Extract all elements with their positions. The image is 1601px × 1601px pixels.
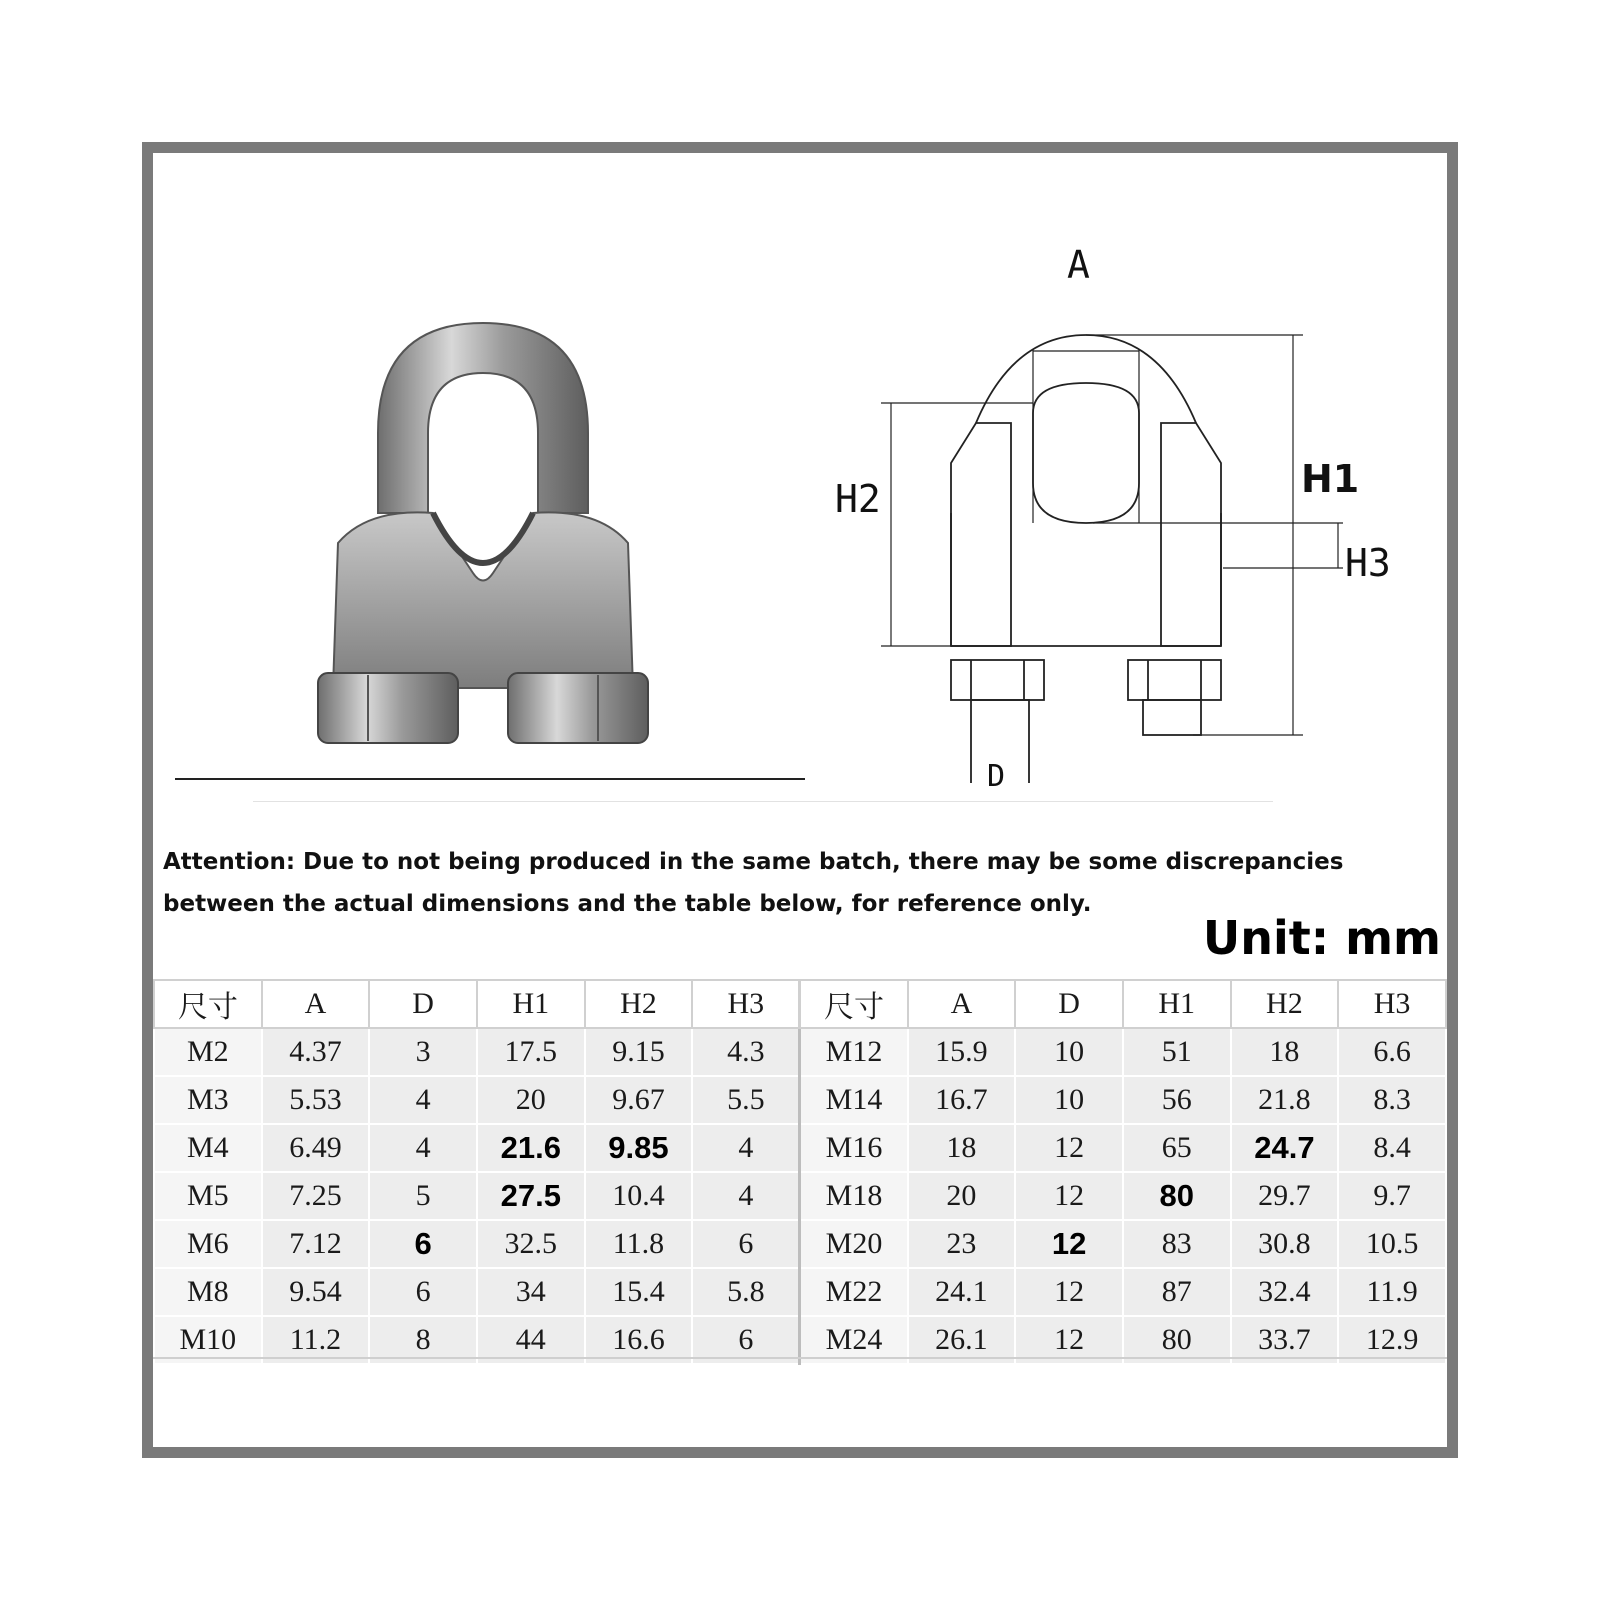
table-cell: 32.5 bbox=[477, 1220, 585, 1268]
table-cell: 7.25 bbox=[262, 1172, 370, 1220]
table-cell: 10.5 bbox=[1338, 1220, 1446, 1268]
wire-rope-clip-image bbox=[273, 313, 693, 773]
size-cell: M8 bbox=[154, 1268, 262, 1316]
table-cell: 83 bbox=[1123, 1220, 1231, 1268]
table-cell: 24.7 bbox=[1231, 1124, 1339, 1172]
table-cell: 34 bbox=[477, 1268, 585, 1316]
size-cell: M3 bbox=[154, 1076, 262, 1124]
table-cell: 44 bbox=[477, 1316, 585, 1364]
table-cell: 23 bbox=[908, 1220, 1016, 1268]
section-divider bbox=[253, 801, 1273, 802]
dimension-label-h1: H1 bbox=[1301, 457, 1360, 501]
table-cell: 8.4 bbox=[1338, 1124, 1446, 1172]
table-cell: 24.1 bbox=[908, 1268, 1016, 1316]
table-cell: 3 bbox=[369, 1028, 477, 1076]
table-cell: 30.8 bbox=[1231, 1220, 1339, 1268]
size-cell: M20 bbox=[800, 1220, 908, 1268]
table-cell: 11.2 bbox=[262, 1316, 370, 1364]
table-cell: 33.7 bbox=[1231, 1316, 1339, 1364]
attention-notice: Attention: Due to not being produced in the same batch, there may be some discrepancies between the actual dimensions and the table below, for reference only. bbox=[163, 849, 1344, 917]
table-cell: 32.4 bbox=[1231, 1268, 1339, 1316]
table-cell: 5.53 bbox=[262, 1076, 370, 1124]
table-cell: 12 bbox=[1015, 1172, 1123, 1220]
table-cell: 9.7 bbox=[1338, 1172, 1446, 1220]
spec-sheet-frame bbox=[142, 142, 1458, 1458]
table-header-row bbox=[154, 980, 1446, 1028]
table-cell: 9.54 bbox=[262, 1268, 370, 1316]
table-cell: 87 bbox=[1123, 1268, 1231, 1316]
unit-label: Unit: mm bbox=[1202, 911, 1441, 965]
table-cell: 11.9 bbox=[1338, 1268, 1446, 1316]
table-cell: 10 bbox=[1015, 1076, 1123, 1124]
table-cell: 29.7 bbox=[1231, 1172, 1339, 1220]
table-cell: 9.15 bbox=[585, 1028, 693, 1076]
size-cell: M24 bbox=[800, 1316, 908, 1364]
dimension-label-a: A bbox=[1067, 243, 1090, 287]
table-header-cell: D bbox=[1015, 980, 1123, 1028]
dimension-label-h2: H2 bbox=[835, 477, 881, 521]
table-cell: 4 bbox=[692, 1124, 800, 1172]
dimension-label-d: D bbox=[987, 759, 1006, 794]
table-cell: 21.8 bbox=[1231, 1076, 1339, 1124]
table-cell: 4 bbox=[692, 1172, 800, 1220]
table-cell: 18 bbox=[1231, 1028, 1339, 1076]
table-header-cell: A bbox=[908, 980, 1016, 1028]
dimension-diagram bbox=[793, 223, 1393, 783]
table-cell: 15.9 bbox=[908, 1028, 1016, 1076]
table-cell: 16.6 bbox=[585, 1316, 693, 1364]
table-cell: 5.8 bbox=[692, 1268, 800, 1316]
table-cell: 6 bbox=[369, 1220, 477, 1268]
table-cell: 65 bbox=[1123, 1124, 1231, 1172]
table-cell: 6 bbox=[369, 1268, 477, 1316]
table-header-cell: H2 bbox=[585, 980, 693, 1028]
table-cell: 12 bbox=[1015, 1220, 1123, 1268]
size-cell: M16 bbox=[800, 1124, 908, 1172]
table-cell: 12 bbox=[1015, 1124, 1123, 1172]
table-cell: 6 bbox=[692, 1316, 800, 1364]
size-cell: M22 bbox=[800, 1268, 908, 1316]
size-cell: M2 bbox=[154, 1028, 262, 1076]
size-cell: M5 bbox=[154, 1172, 262, 1220]
table-header-cell: H3 bbox=[1338, 980, 1446, 1028]
table-cell: 80 bbox=[1123, 1172, 1231, 1220]
table-cell: 5 bbox=[369, 1172, 477, 1220]
table-cell: 16.7 bbox=[908, 1076, 1016, 1124]
table-cell: 27.5 bbox=[477, 1172, 585, 1220]
table-cell: 4 bbox=[369, 1076, 477, 1124]
table-cell: 6.6 bbox=[1338, 1028, 1446, 1076]
table-cell: 9.67 bbox=[585, 1076, 693, 1124]
table-cell: 12.9 bbox=[1338, 1316, 1446, 1364]
table-cell: 10.4 bbox=[585, 1172, 693, 1220]
table-cell: 15.4 bbox=[585, 1268, 693, 1316]
table-cell: 7.12 bbox=[262, 1220, 370, 1268]
table-header-cell: H2 bbox=[1231, 980, 1339, 1028]
table-cell: 11.8 bbox=[585, 1220, 693, 1268]
table-header-cell: A bbox=[262, 980, 370, 1028]
table-cell: 8.3 bbox=[1338, 1076, 1446, 1124]
table-row bbox=[154, 1076, 1446, 1124]
table-cell: 21.6 bbox=[477, 1124, 585, 1172]
size-cell: M10 bbox=[154, 1316, 262, 1364]
table-row bbox=[154, 1268, 1446, 1316]
table-cell: 8 bbox=[369, 1316, 477, 1364]
table-cell: 17.5 bbox=[477, 1028, 585, 1076]
table-cell: 12 bbox=[1015, 1268, 1123, 1316]
size-cell: M6 bbox=[154, 1220, 262, 1268]
table-cell: 9.85 bbox=[585, 1124, 693, 1172]
table-cell: 6.49 bbox=[262, 1124, 370, 1172]
table-row bbox=[154, 1172, 1446, 1220]
table-cell: 4 bbox=[369, 1124, 477, 1172]
table-header-cell: H1 bbox=[1123, 980, 1231, 1028]
table-cell: 20 bbox=[477, 1076, 585, 1124]
table-cell: 10 bbox=[1015, 1028, 1123, 1076]
table-row bbox=[154, 1028, 1446, 1076]
table-header-cell: D bbox=[369, 980, 477, 1028]
size-cell: M4 bbox=[154, 1124, 262, 1172]
table-row bbox=[154, 1124, 1446, 1172]
table-cell: 80 bbox=[1123, 1316, 1231, 1364]
table-header-cell: H3 bbox=[692, 980, 800, 1028]
table-cell: 4.37 bbox=[262, 1028, 370, 1076]
table-cell: 5.5 bbox=[692, 1076, 800, 1124]
photo-underline bbox=[175, 778, 805, 780]
table-header-cell: 尺寸 bbox=[154, 980, 262, 1028]
table-cell: 18 bbox=[908, 1124, 1016, 1172]
table-cell: 56 bbox=[1123, 1076, 1231, 1124]
technical-drawing bbox=[793, 223, 1393, 794]
table-cell: 12 bbox=[1015, 1316, 1123, 1364]
table-row bbox=[154, 1220, 1446, 1268]
size-cell: M14 bbox=[800, 1076, 908, 1124]
table-cell: 20 bbox=[908, 1172, 1016, 1220]
size-cell: M18 bbox=[800, 1172, 908, 1220]
table-header-cell: H1 bbox=[477, 980, 585, 1028]
table-bottom-rule bbox=[153, 1357, 1447, 1359]
dimension-label-h3: H3 bbox=[1345, 541, 1391, 585]
dimension-table bbox=[153, 979, 1447, 1365]
table-cell: 51 bbox=[1123, 1028, 1231, 1076]
table-cell: 6 bbox=[692, 1220, 800, 1268]
wire-rope-clip-photo bbox=[273, 313, 693, 773]
table-cell: 26.1 bbox=[908, 1316, 1016, 1364]
table-header-cell: 尺寸 bbox=[800, 980, 908, 1028]
size-cell: M12 bbox=[800, 1028, 908, 1076]
table-cell: 4.3 bbox=[692, 1028, 800, 1076]
